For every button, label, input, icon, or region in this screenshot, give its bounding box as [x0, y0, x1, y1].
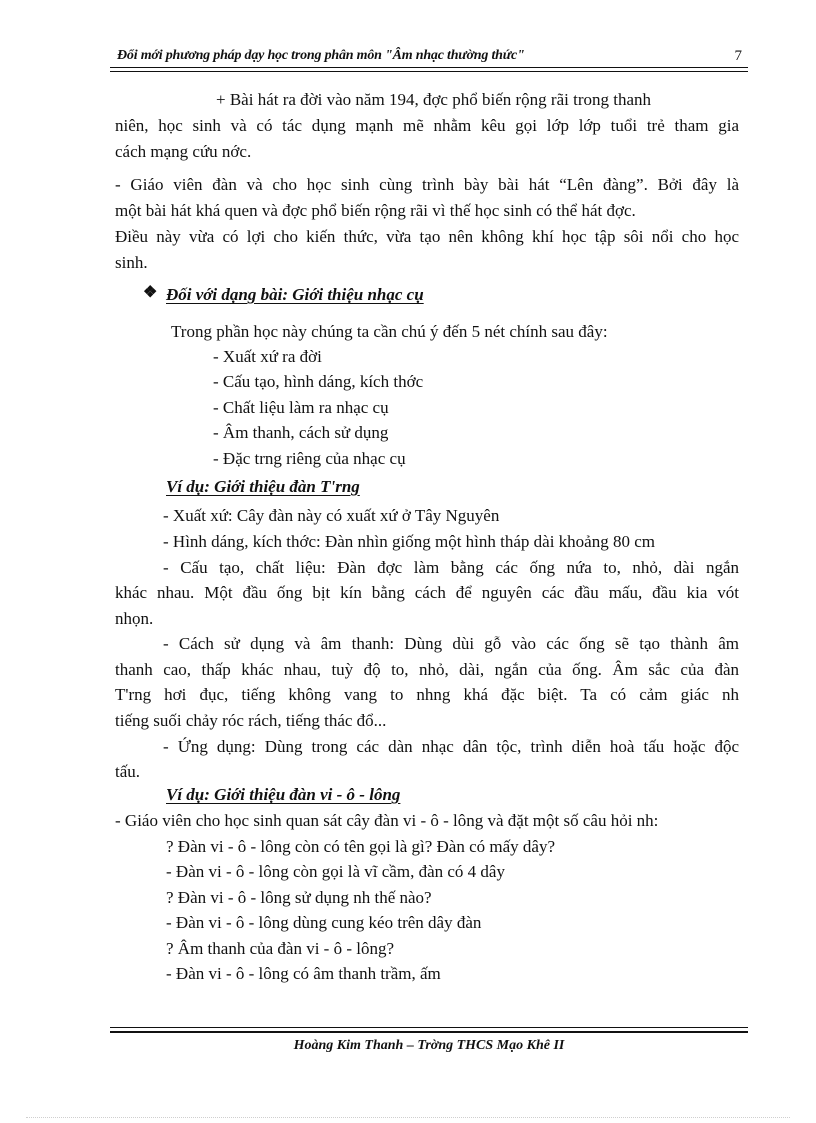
diamond-bullet-icon: ❖ [143, 284, 158, 301]
paragraph-line: sinh. [115, 253, 148, 272]
example-line: thanh cao, thấp khác nhau, tuỳ độ to, nhỏ, dài, ngắn của ống. Âm sắc của đàn [115, 660, 739, 679]
example-heading: Ví dụ: Giới thiệu đàn T'rng [166, 477, 360, 496]
header-rule [110, 67, 748, 68]
page-number: 7 [734, 48, 742, 64]
example-heading: Ví dụ: Giới thiệu đàn vi - ô - lông [166, 785, 401, 804]
example-line: - Đàn vi - ô - lông có âm thanh trầm, ấm [166, 964, 441, 983]
section-heading: Đối với dạng bài: Giới thiệu nhạc cụ [166, 285, 424, 304]
example-line: - Cách sử dụng và âm thanh: Dùng dùi gỗ vào các ống sẽ tạo thành âm [163, 634, 739, 653]
section-intro: Trong phần học này chúng ta cần chú ý đến 5 nét chính sau đây: [171, 322, 608, 341]
example-line: - Hình dáng, kích thớc: Đàn nhìn giống một hình tháp dài khoảng 80 cm [163, 532, 655, 551]
example-line: ? Âm thanh của đàn vi - ô - lông? [166, 939, 395, 958]
header-rule-thin [110, 71, 748, 72]
example-line: - Giáo viên cho học sinh quan sát cây đàn vi - ô - lông và đặt một số câu hỏi nh: [115, 811, 659, 830]
paragraph-line: - Giáo viên đàn và cho học sinh cùng trình bày bài hát “Lên đàng”. Bởi đây là [115, 175, 739, 194]
example-line: - Cấu tạo, chất liệu: Đàn đợc làm bằng các ống nứa to, nhỏ, dài ngắn [163, 558, 739, 577]
example-line: - Đàn vi - ô - lông dùng cung kéo trên dây đàn [166, 913, 482, 932]
example-line: - Ứng dụng: Dùng trong các dàn nhạc dân tộc, trình diễn hoà tấu hoặc độc [163, 737, 739, 756]
example-line: T'rng hơi đục, tiếng không vang to nhng khá đặc biệt. Ta có cảm giác nh [115, 685, 739, 704]
footer-rule-thin [110, 1027, 748, 1028]
page-edge [26, 1117, 790, 1118]
paragraph-line: + Bài hát ra đời vào năm 194, đợc phổ biến rộng rãi trong thanh [216, 90, 651, 109]
example-line: khác nhau. Một đầu ống bịt kín bằng cách để nguyên các đầu mấu, đầu kia vót [115, 583, 739, 602]
header-title: Đổi mới phương pháp dạy học trong phân môn "Âm nhạc thường thức" [117, 48, 525, 63]
list-item: - Âm thanh, cách sử dụng [213, 423, 389, 442]
example-line: ? Đàn vi - ô - lông sử dụng nh thế nào? [166, 888, 432, 907]
example-line: tiếng suối chảy róc rách, tiếng thác đổ... [115, 711, 387, 730]
paragraph-line: niên, học sinh và có tác dụng mạnh mẽ nhằm kêu gọi lớp lớp tuổi trẻ tham gia [115, 116, 739, 135]
footer-rule [110, 1031, 748, 1033]
paragraph-line: cách mạng cứu nớc. [115, 142, 252, 161]
example-line: tấu. [115, 762, 141, 781]
list-item: - Xuất xứ ra đời [213, 347, 322, 366]
example-line: nhọn. [115, 609, 154, 628]
footer-text: Hoàng Kim Thanh – Trờng THCS Mạo Khê II [293, 1038, 565, 1053]
list-item: - Chất liệu làm ra nhạc cụ [213, 398, 389, 417]
paragraph-line: Điều này vừa có lợi cho kiến thức, vừa tạo nên không khí học tập sôi nổi cho học [115, 227, 739, 246]
example-line: - Xuất xứ: Cây đàn này có xuất xứ ở Tây Nguyên [163, 506, 500, 525]
paragraph-line: một bài hát khá quen và đợc phổ biến rộng rãi vì thế học sinh có thể hát đợc. [115, 201, 636, 220]
example-line: - Đàn vi - ô - lông còn gọi là vĩ cầm, đàn có 4 dây [166, 862, 505, 881]
list-item: - Đặc trng riêng của nhạc cụ [213, 449, 406, 468]
list-item: - Cấu tạo, hình dáng, kích thớc [213, 372, 424, 391]
example-line: ? Đàn vi - ô - lông còn có tên gọi là gì? Đàn có mấy dây? [166, 837, 555, 856]
